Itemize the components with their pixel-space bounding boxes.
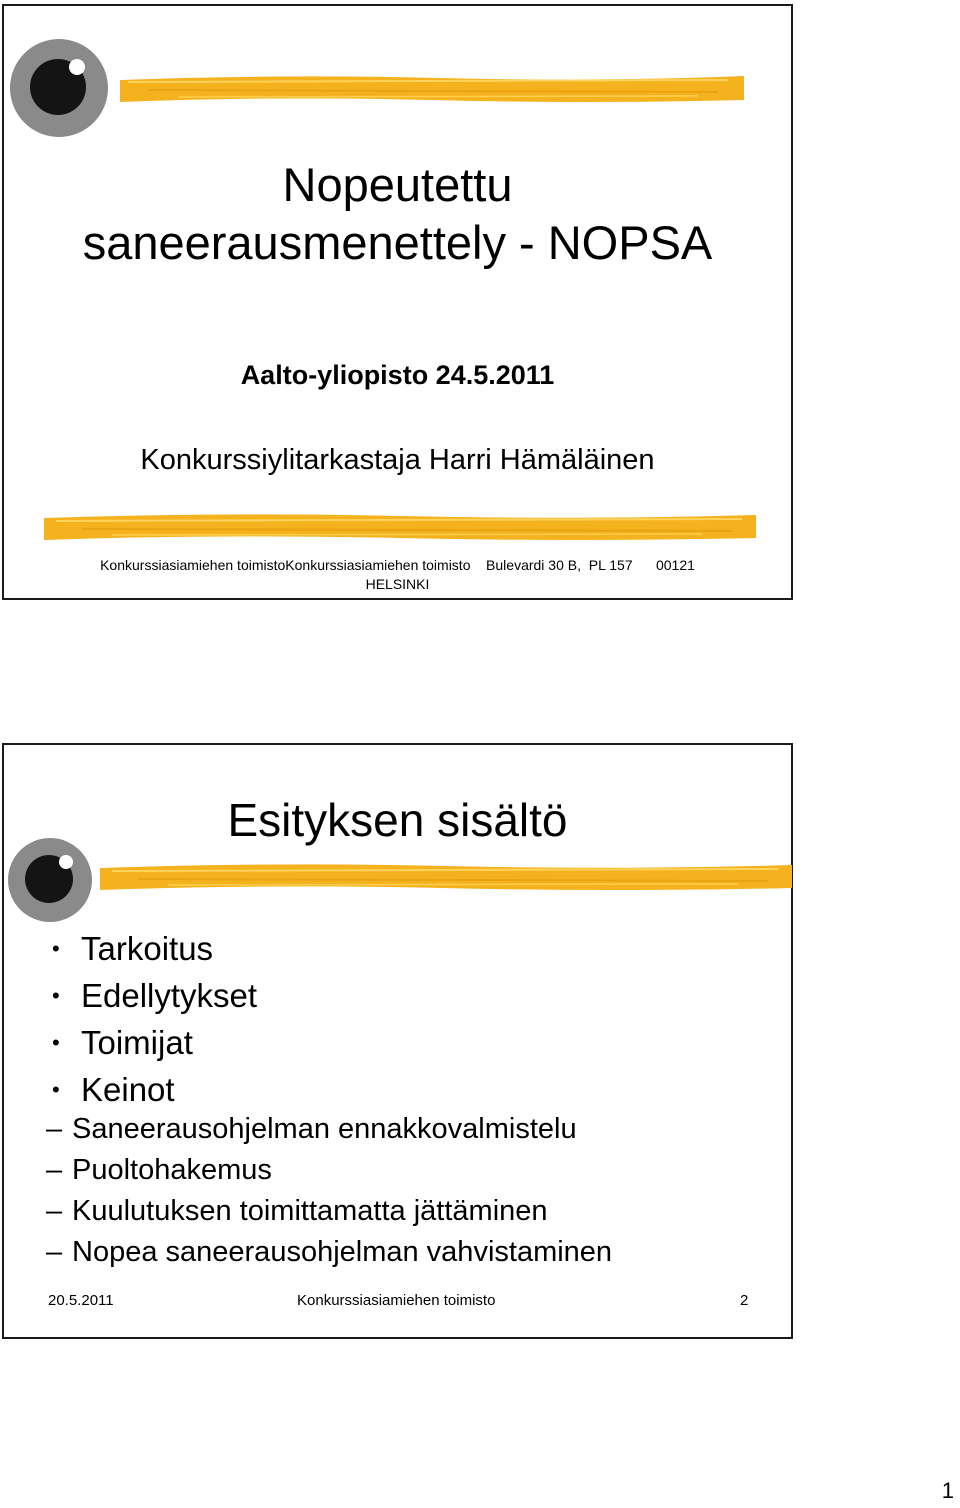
list-item: • Edellytykset bbox=[52, 977, 258, 1014]
eye-logo-icon bbox=[8, 838, 92, 922]
presenter-subtitle: Konkurssiylitarkastaja Harri Hämäläinen bbox=[140, 444, 655, 476]
slide-2 bbox=[2, 743, 793, 1339]
footer-organization: Konkurssiasiamiehen toimistoKonkurssiasiamiehen toimisto bbox=[100, 557, 471, 573]
page-number: 1 bbox=[941, 1478, 954, 1503]
slide-1 bbox=[2, 4, 793, 600]
slide-2-title: Esityksen sisältö bbox=[227, 794, 568, 846]
slide-2-number: 2 bbox=[740, 1292, 749, 1309]
footer-postcode: 00121 bbox=[655, 557, 695, 573]
slide-2-footer-date: 20.5.2011 bbox=[48, 1292, 114, 1309]
footer-address: Bulevardi 30 B, PL 157 bbox=[486, 557, 633, 573]
footer-city: HELSINKI bbox=[365, 576, 430, 592]
content-list bbox=[48, 925, 257, 1113]
sub-list-item: – Saneerausohjelman ennakkovalmistelu bbox=[46, 1113, 577, 1145]
sub-list-item: – Nopea saneerausohjelman vahvistaminen bbox=[46, 1236, 613, 1268]
brush-stroke-icon bbox=[118, 70, 746, 106]
list-item: • Toimijat bbox=[52, 1024, 193, 1061]
slide-1-title bbox=[4, 156, 791, 272]
list-item: • Tarkoitus bbox=[52, 930, 214, 967]
sub-list-item: – Puoltohakemus bbox=[46, 1154, 272, 1186]
sub-list-item: – Kuulutuksen toimittamatta jättäminen bbox=[46, 1195, 548, 1227]
slide-1-footer bbox=[4, 556, 791, 594]
slide-1-title-line-1: Nopeutettu bbox=[282, 158, 513, 211]
brush-stroke-icon bbox=[42, 510, 758, 544]
list-item: • Keinot bbox=[52, 1071, 175, 1108]
brush-stroke-icon bbox=[98, 860, 794, 894]
slide-2-footer-org: Konkurssiasiamiehen toimisto bbox=[297, 1292, 496, 1309]
sub-list bbox=[4, 1109, 612, 1273]
eye-logo-icon bbox=[10, 39, 108, 137]
slide-1-title-line-2: saneerausmenettely - NOPSA bbox=[82, 216, 713, 269]
event-subtitle: Aalto-yliopisto 24.5.2011 bbox=[240, 360, 555, 390]
